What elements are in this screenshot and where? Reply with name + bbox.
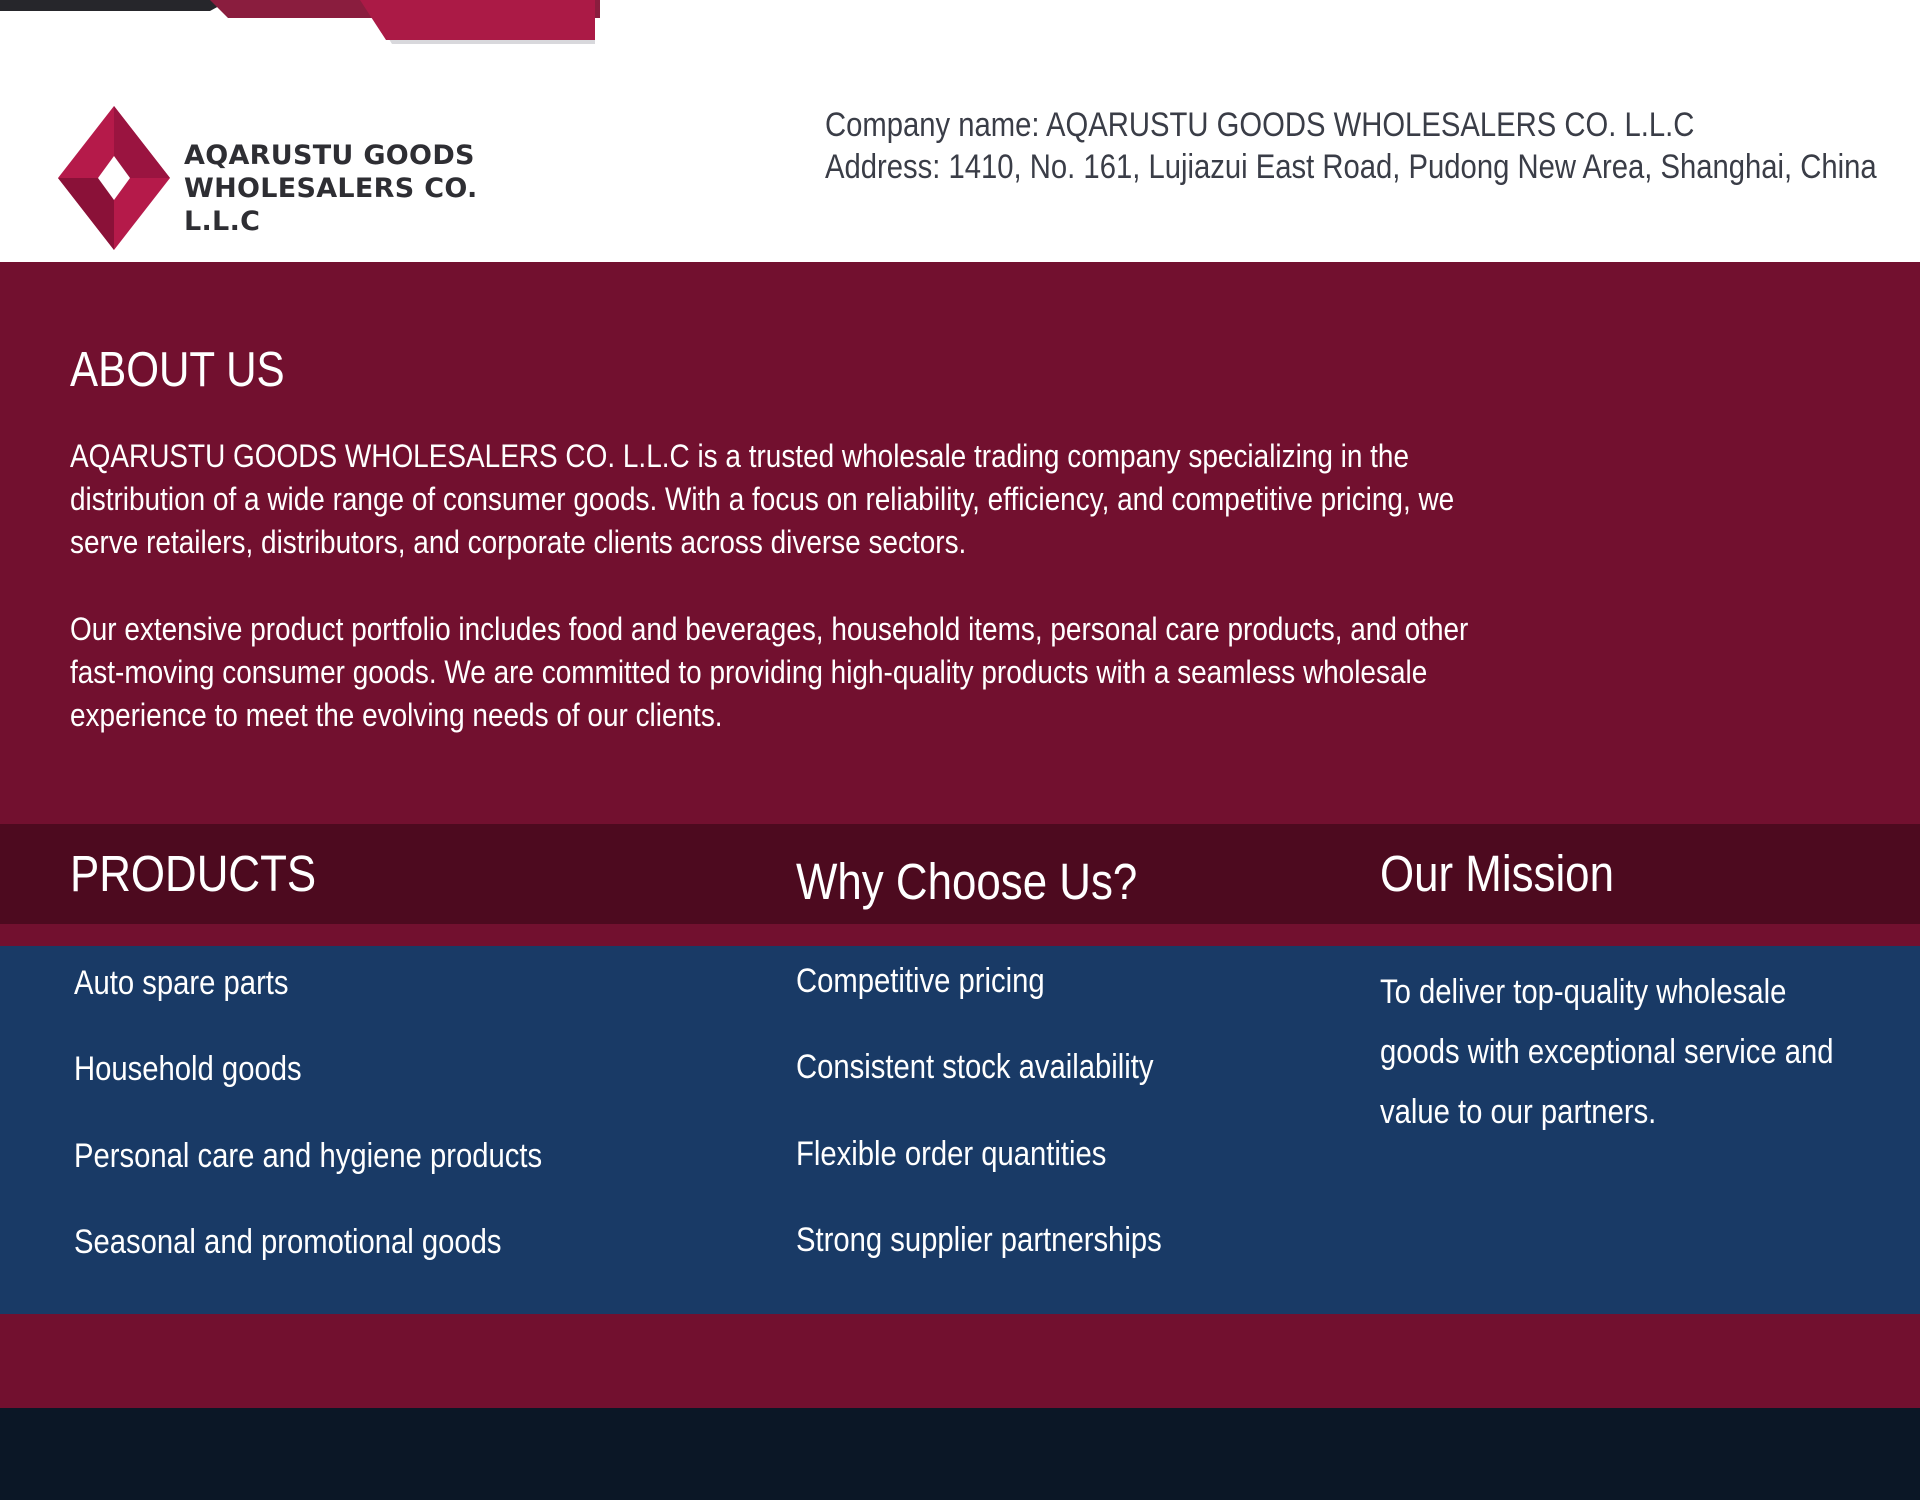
why-choose-us-title: Why Choose Us? [796,853,1138,910]
about-paragraph-2 [70,608,1489,737]
footer-dark-band [0,1408,1920,1500]
about-section [0,262,1920,824]
about-paragraph-1-text: AQARUSTU GOODS WHOLESALERS CO. L.L.C is a trusted wholesale trading company specializing in the distribution of a wide range of consumer goods. With a focus on reliability, efficiency, and competitive pricing, we serve retailers, distributors, and corporate clients across diverse sectors. [70,438,1455,560]
decorative-banner [0,0,600,52]
company-info [825,104,1920,188]
mission-line: goods with exceptional service and [1380,1033,1834,1071]
about-paragraph-1 [70,435,1489,564]
mission-title: Our Mission [1380,845,1614,902]
section-divider [0,924,1920,946]
logo-line-1: AQARUSTU GOODS [184,140,475,171]
products-title: PRODUCTS [70,845,317,902]
mission-text [1380,962,1834,1142]
product-item: Seasonal and promotional goods [74,1223,502,1261]
product-item: Auto spare parts [74,964,289,1002]
header [0,0,1920,262]
address-line: Address: 1410, No. 161, Lujiazui East Road, Pudong New Area, Shanghai, China [825,148,1877,186]
logo-line-2: WHOLESALERS CO. L.L.C [184,173,478,237]
why-item: Consistent stock availability [796,1048,1154,1086]
about-title: ABOUT US [70,343,285,397]
product-item: Personal care and hygiene products [74,1137,543,1175]
section-headers [0,824,1920,924]
mission-line: To deliver top-quality wholesale [1380,973,1787,1011]
content-section [0,946,1920,1314]
why-item: Flexible order quantities [796,1135,1107,1173]
company-name-line: Company name: AQARUSTU GOODS WHOLESALERS CO. L.L.C [825,106,1695,144]
logo-wordmark [184,139,524,238]
why-item: Strong supplier partnerships [796,1221,1162,1259]
why-item: Competitive pricing [796,962,1045,1000]
mission-line: value to our partners. [1380,1093,1657,1131]
diamond-logo-icon [58,106,170,250]
about-paragraph-2-text: Our extensive product portfolio includes food and beverages, household items, personal care products, and other fast-moving consumer goods. We are committed to providing high-quality products with a seamless wholesale experience to meet the evolving needs of our clients. [70,611,1469,733]
product-item: Household goods [74,1050,302,1088]
footer-maroon-band [0,1314,1920,1408]
